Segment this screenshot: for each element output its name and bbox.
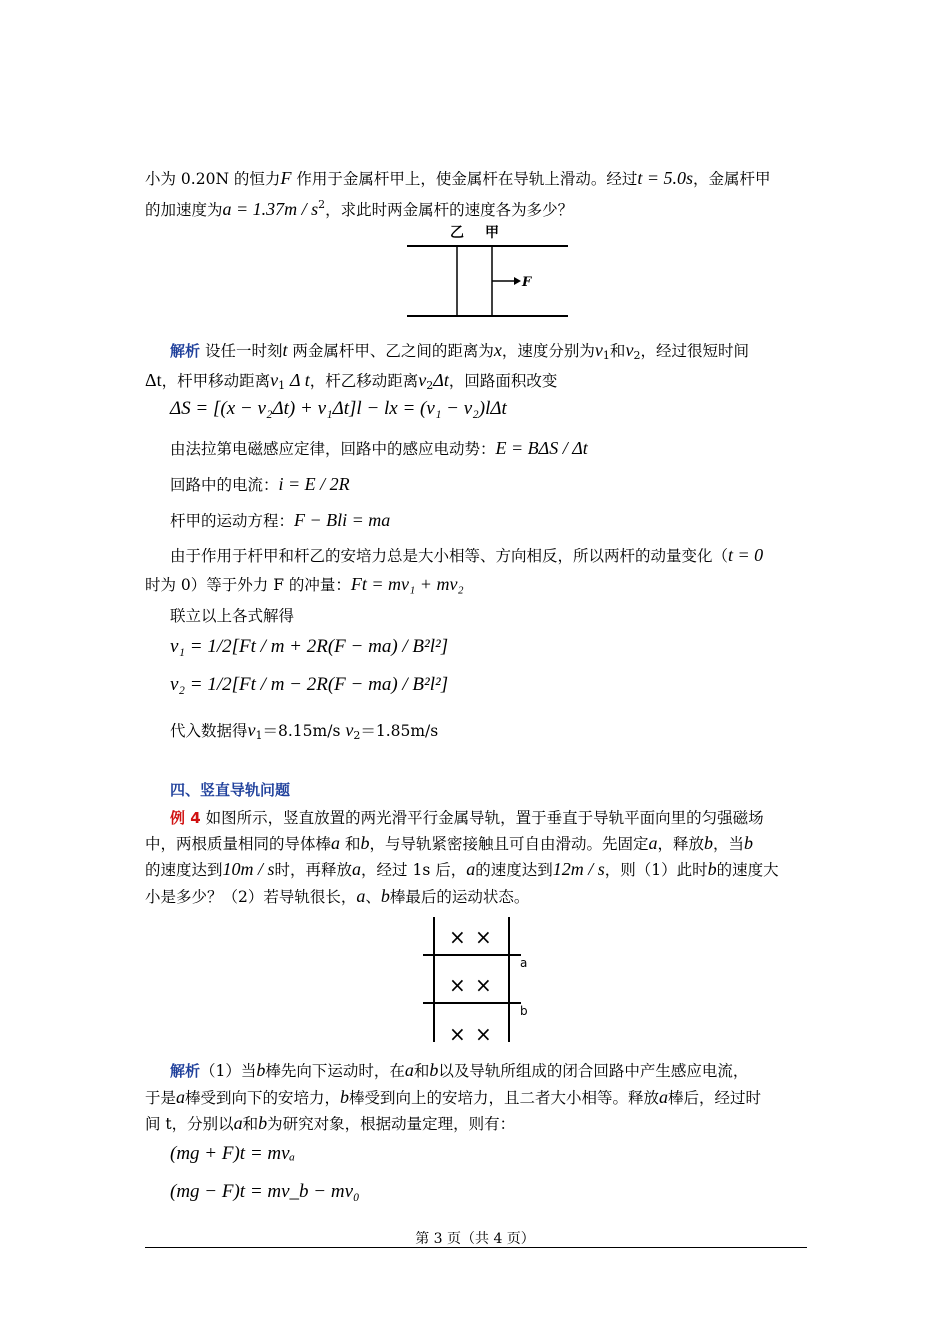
text: ，求此时两金属杆的速度各为多少？	[325, 201, 574, 219]
footer-divider	[145, 1247, 807, 1248]
math-a: a	[176, 1087, 186, 1107]
text: 以及导轨所组成的闭合回路中产生感应电流，	[438, 1062, 749, 1080]
math-b: b	[258, 1113, 268, 1133]
text: ，经过很短时间	[640, 342, 749, 360]
text-line	[145, 886, 529, 907]
math-a: a	[233, 1113, 243, 1133]
math-a: a	[331, 833, 341, 853]
math-dt: Δt	[145, 370, 162, 390]
text: ，则（1）此时	[604, 861, 708, 879]
text: 杆甲的运动方程：	[170, 512, 295, 530]
text: 棒先向下运动时，在	[265, 1062, 405, 1080]
label-yi: 乙	[450, 225, 464, 241]
math-a: a	[356, 886, 366, 906]
math-t: t = 5.0s	[637, 168, 694, 188]
text: 小为 0.20N 的恒力	[145, 170, 281, 188]
text: 作用于金属杆甲上，使金属杆在导轨上滑动。经过	[291, 170, 638, 188]
field-cross-icon: ×	[475, 973, 492, 997]
text: 和	[609, 342, 626, 360]
text-line	[145, 370, 557, 396]
equation-v2: v₂ = 1/2[Ft / m − 2R(F − ma) / B²l²]	[170, 674, 449, 695]
text-line	[170, 438, 588, 459]
text: 设任一时刻	[200, 342, 283, 360]
field-cross-icon: ×	[475, 1022, 492, 1045]
text: 代入数据得	[170, 722, 248, 740]
math-v2: v	[345, 720, 354, 740]
figure-vertical-rails	[418, 915, 538, 1045]
math-x: x	[493, 340, 502, 360]
math-dt: Δt	[433, 370, 449, 390]
text-line	[145, 859, 779, 880]
text: （1）当	[200, 1062, 257, 1080]
text: 和	[242, 1115, 259, 1133]
math-F: F	[280, 168, 292, 188]
text: 间 t，分别以	[145, 1115, 234, 1133]
subscript: 2	[353, 729, 361, 742]
solution-label: 解析	[170, 1062, 201, 1080]
math-speed: 10m / s	[222, 859, 275, 879]
text: ，金属杆甲	[693, 170, 771, 188]
arrow-head-icon	[514, 277, 521, 285]
field-cross-icon: ×	[449, 925, 466, 949]
section-heading: 四、竖直导轨问题	[170, 781, 291, 799]
label-a: a	[520, 956, 528, 970]
text: 的速度达到	[475, 861, 553, 879]
text: 如图所示，竖直放置的两光滑平行金属导轨，置于垂直于导轨平面向里的匀强磁场	[200, 809, 764, 827]
text: 时，再释放	[274, 861, 353, 879]
text: ，释放	[657, 835, 704, 853]
math-t0: t = 0	[728, 545, 764, 565]
result-v2: ＝1.85m/s	[360, 722, 439, 740]
label-F: F	[522, 275, 532, 290]
example-label: 例 4	[170, 809, 201, 827]
text-line	[145, 168, 771, 189]
text-line	[170, 606, 294, 626]
text: 回路中的电流：	[170, 476, 279, 494]
text: 棒受到向下的安培力，	[185, 1089, 341, 1107]
text: ，杆乙移动距离	[309, 372, 419, 390]
solution-label: 解析	[170, 342, 201, 360]
text: 中，两根质量相同的导体棒	[145, 835, 332, 853]
math-b: b	[380, 886, 390, 906]
equation-emf: E = BΔS / Δt	[495, 438, 588, 458]
exponent: 2	[318, 198, 326, 211]
text: 的速度达到	[145, 861, 223, 879]
text-line	[170, 510, 390, 531]
math-b: b	[744, 833, 753, 853]
text-line	[170, 808, 764, 828]
text-line	[170, 720, 438, 746]
math-a: a	[659, 1087, 669, 1107]
subscript: 1	[602, 349, 610, 362]
equation-momentum-a: (mg + F)t = mvₐ	[170, 1143, 296, 1164]
math-a: a	[404, 1060, 414, 1080]
text: 的加速度为	[145, 201, 223, 219]
math-v: v	[418, 370, 427, 390]
math-a: a	[352, 859, 362, 879]
math-dt: Δ t	[290, 370, 310, 390]
math-v1: v	[594, 340, 603, 360]
math-b: b	[360, 833, 370, 853]
math-t: t	[282, 340, 288, 360]
equation-momentum-b: (mg − F)t = mv_b − mv₀	[170, 1181, 360, 1202]
section-title	[170, 780, 290, 800]
equation-current: i = E / 2R	[278, 474, 350, 494]
text-line	[145, 1087, 761, 1108]
subscript: 2	[426, 379, 434, 392]
text: 、	[365, 888, 381, 906]
subscript: 2	[633, 349, 641, 362]
text: 棒后，经过时	[668, 1089, 762, 1107]
subscript: 1	[278, 379, 286, 392]
text: ，与导轨紧密接触且可自由滑动。先固定	[369, 835, 649, 853]
text: 时为 0）等于外力 F 的冲量：	[145, 576, 351, 594]
equation-motion: F − Bli = ma	[294, 510, 391, 530]
subscript: 1	[255, 729, 263, 742]
text: ，杆甲移动距离	[161, 372, 271, 390]
text-line	[145, 574, 464, 595]
text: 的速度大	[716, 861, 779, 879]
math-b: b	[707, 859, 717, 879]
text: 由于作用于杆甲和杆乙的安培力总是大小相等、方向相反，所以两杆的动量变化（	[170, 547, 729, 565]
text: 小是多少？（2）若导轨很长，	[145, 888, 357, 906]
equation-v1: v₁ = 1/2[Ft / m + 2R(F − ma) / B²l²]	[170, 636, 449, 657]
field-cross-icon: ×	[449, 1022, 466, 1045]
field-cross-icon: ×	[475, 925, 492, 949]
text: 和	[340, 835, 361, 853]
text: 由法拉第电磁感应定律，回路中的感应电动势：	[170, 440, 496, 458]
text: ，回路面积改变	[448, 372, 558, 390]
text-line	[170, 1060, 748, 1081]
math-v: v	[270, 370, 279, 390]
math-b: b	[340, 1087, 350, 1107]
label-b: b	[520, 1004, 528, 1018]
field-cross-icon: ×	[449, 973, 466, 997]
text: ，当	[712, 835, 744, 853]
math-b: b	[703, 833, 713, 853]
math-b: b	[256, 1060, 266, 1080]
text: 于是	[145, 1089, 177, 1107]
math-speed: 12m / s	[552, 859, 605, 879]
math-v2: v	[625, 340, 634, 360]
math-b: b	[429, 1060, 439, 1080]
text-line	[145, 1113, 515, 1134]
equation-momentum: Ft = mv₁ + mv₂	[350, 574, 464, 594]
label-jia: 甲	[485, 225, 499, 241]
text-line	[170, 474, 350, 495]
text: 为研究对象，根据动量定理，则有：	[267, 1115, 516, 1133]
text: ，速度分别为	[501, 342, 595, 360]
text: 棒最后的运动状态。	[389, 888, 530, 906]
text: ，经过 1s 后，	[361, 861, 467, 879]
text: 联立以上各式解得	[170, 607, 295, 625]
page-footer: 第 3 页（共 4 页）	[415, 1231, 535, 1247]
math-acceleration: a = 1.37m / s	[222, 199, 319, 219]
text-line	[145, 195, 573, 220]
text: 和	[413, 1062, 430, 1080]
math-a: a	[466, 859, 476, 879]
result-v1: ＝8.15m/s	[262, 722, 346, 740]
equation-delta-s: ΔS = [(x − v₂Δt) + v₁Δt]l − lx = (v₁ − v₂)lΔt	[170, 398, 507, 419]
text: 两金属杆甲、乙之间的距离为	[287, 342, 494, 360]
text-line	[170, 545, 763, 566]
figure-horizontal-rails	[400, 222, 575, 322]
text-line	[145, 833, 753, 854]
text: 棒受到向上的安培力，且二者大小相等。释放	[349, 1089, 660, 1107]
text-line	[170, 340, 749, 366]
math-a: a	[648, 833, 658, 853]
math-v1: v	[247, 720, 256, 740]
